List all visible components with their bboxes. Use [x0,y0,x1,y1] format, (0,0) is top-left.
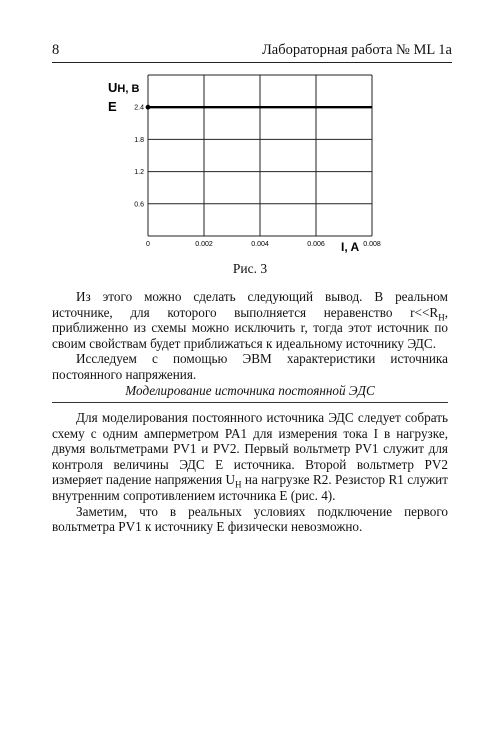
y-tick-label: 2.4 [134,104,144,112]
paragraph: Для моделирования постоянного источника ЭДС следует собрать схему с одним амперметром PA1 для измерения тока I в нагрузке, двумя вольтметрами PV1 и PV2. Первый вольтметр PV1 служит для контроля величины ЭДС E источника. Второй вольтметр PV2 измеряет падение напряжения $U_Н$ на нагрузке R2. Резистор R1 служит внутренним сопротивлением источника E (рис. 4). [52,410,448,503]
e-level-label: E [108,99,117,114]
y-tick-label: 1.2 [134,169,144,177]
paragraph: Исследуем с помощью ЭВМ характеристики источника постоянного напряжения. [52,351,448,382]
section-rule [52,402,448,403]
page-number: 8 [52,42,60,58]
y-tick-label: 0.6 [134,201,144,209]
series-start-point [146,105,151,110]
body-block-1 [52,289,448,383]
running-title: Лабораторная работа № ML 1a [261,42,452,58]
y-axis-label: UH, B [108,80,140,95]
x-axis-label: I, A [341,240,360,254]
y-tick-labels [134,105,144,209]
section-title: Моделирование источника постоянной ЭДС [125,383,375,398]
chart-grid [148,75,372,236]
y-tick-label: 1.8 [134,136,144,144]
x-tick-label: 0.004 [251,241,269,248]
voltage-current-chart [0,0,500,270]
x-tick-label: 0.008 [363,241,381,248]
body-block-2 [52,410,448,535]
paragraph: Заметим, что в реальных условиях подключение первого вольтметра PV1 к источнику E физически невозможно. [52,503,448,535]
figure-caption: Рис. 3 [232,261,268,276]
x-tick-label: 0.006 [307,241,325,248]
paragraph: Из этого можно сделать следующий вывод. В реальном источнике, для которого выполняется неравенство $r<<R_Н$, приближенно из схемы можно исключить r, тогда этот источник по своим свойствам будет приближаться к идеальному источнику ЭДС. [52,289,448,351]
x-tick-label: 0 [146,241,150,248]
x-tick-label: 0.002 [195,241,213,248]
